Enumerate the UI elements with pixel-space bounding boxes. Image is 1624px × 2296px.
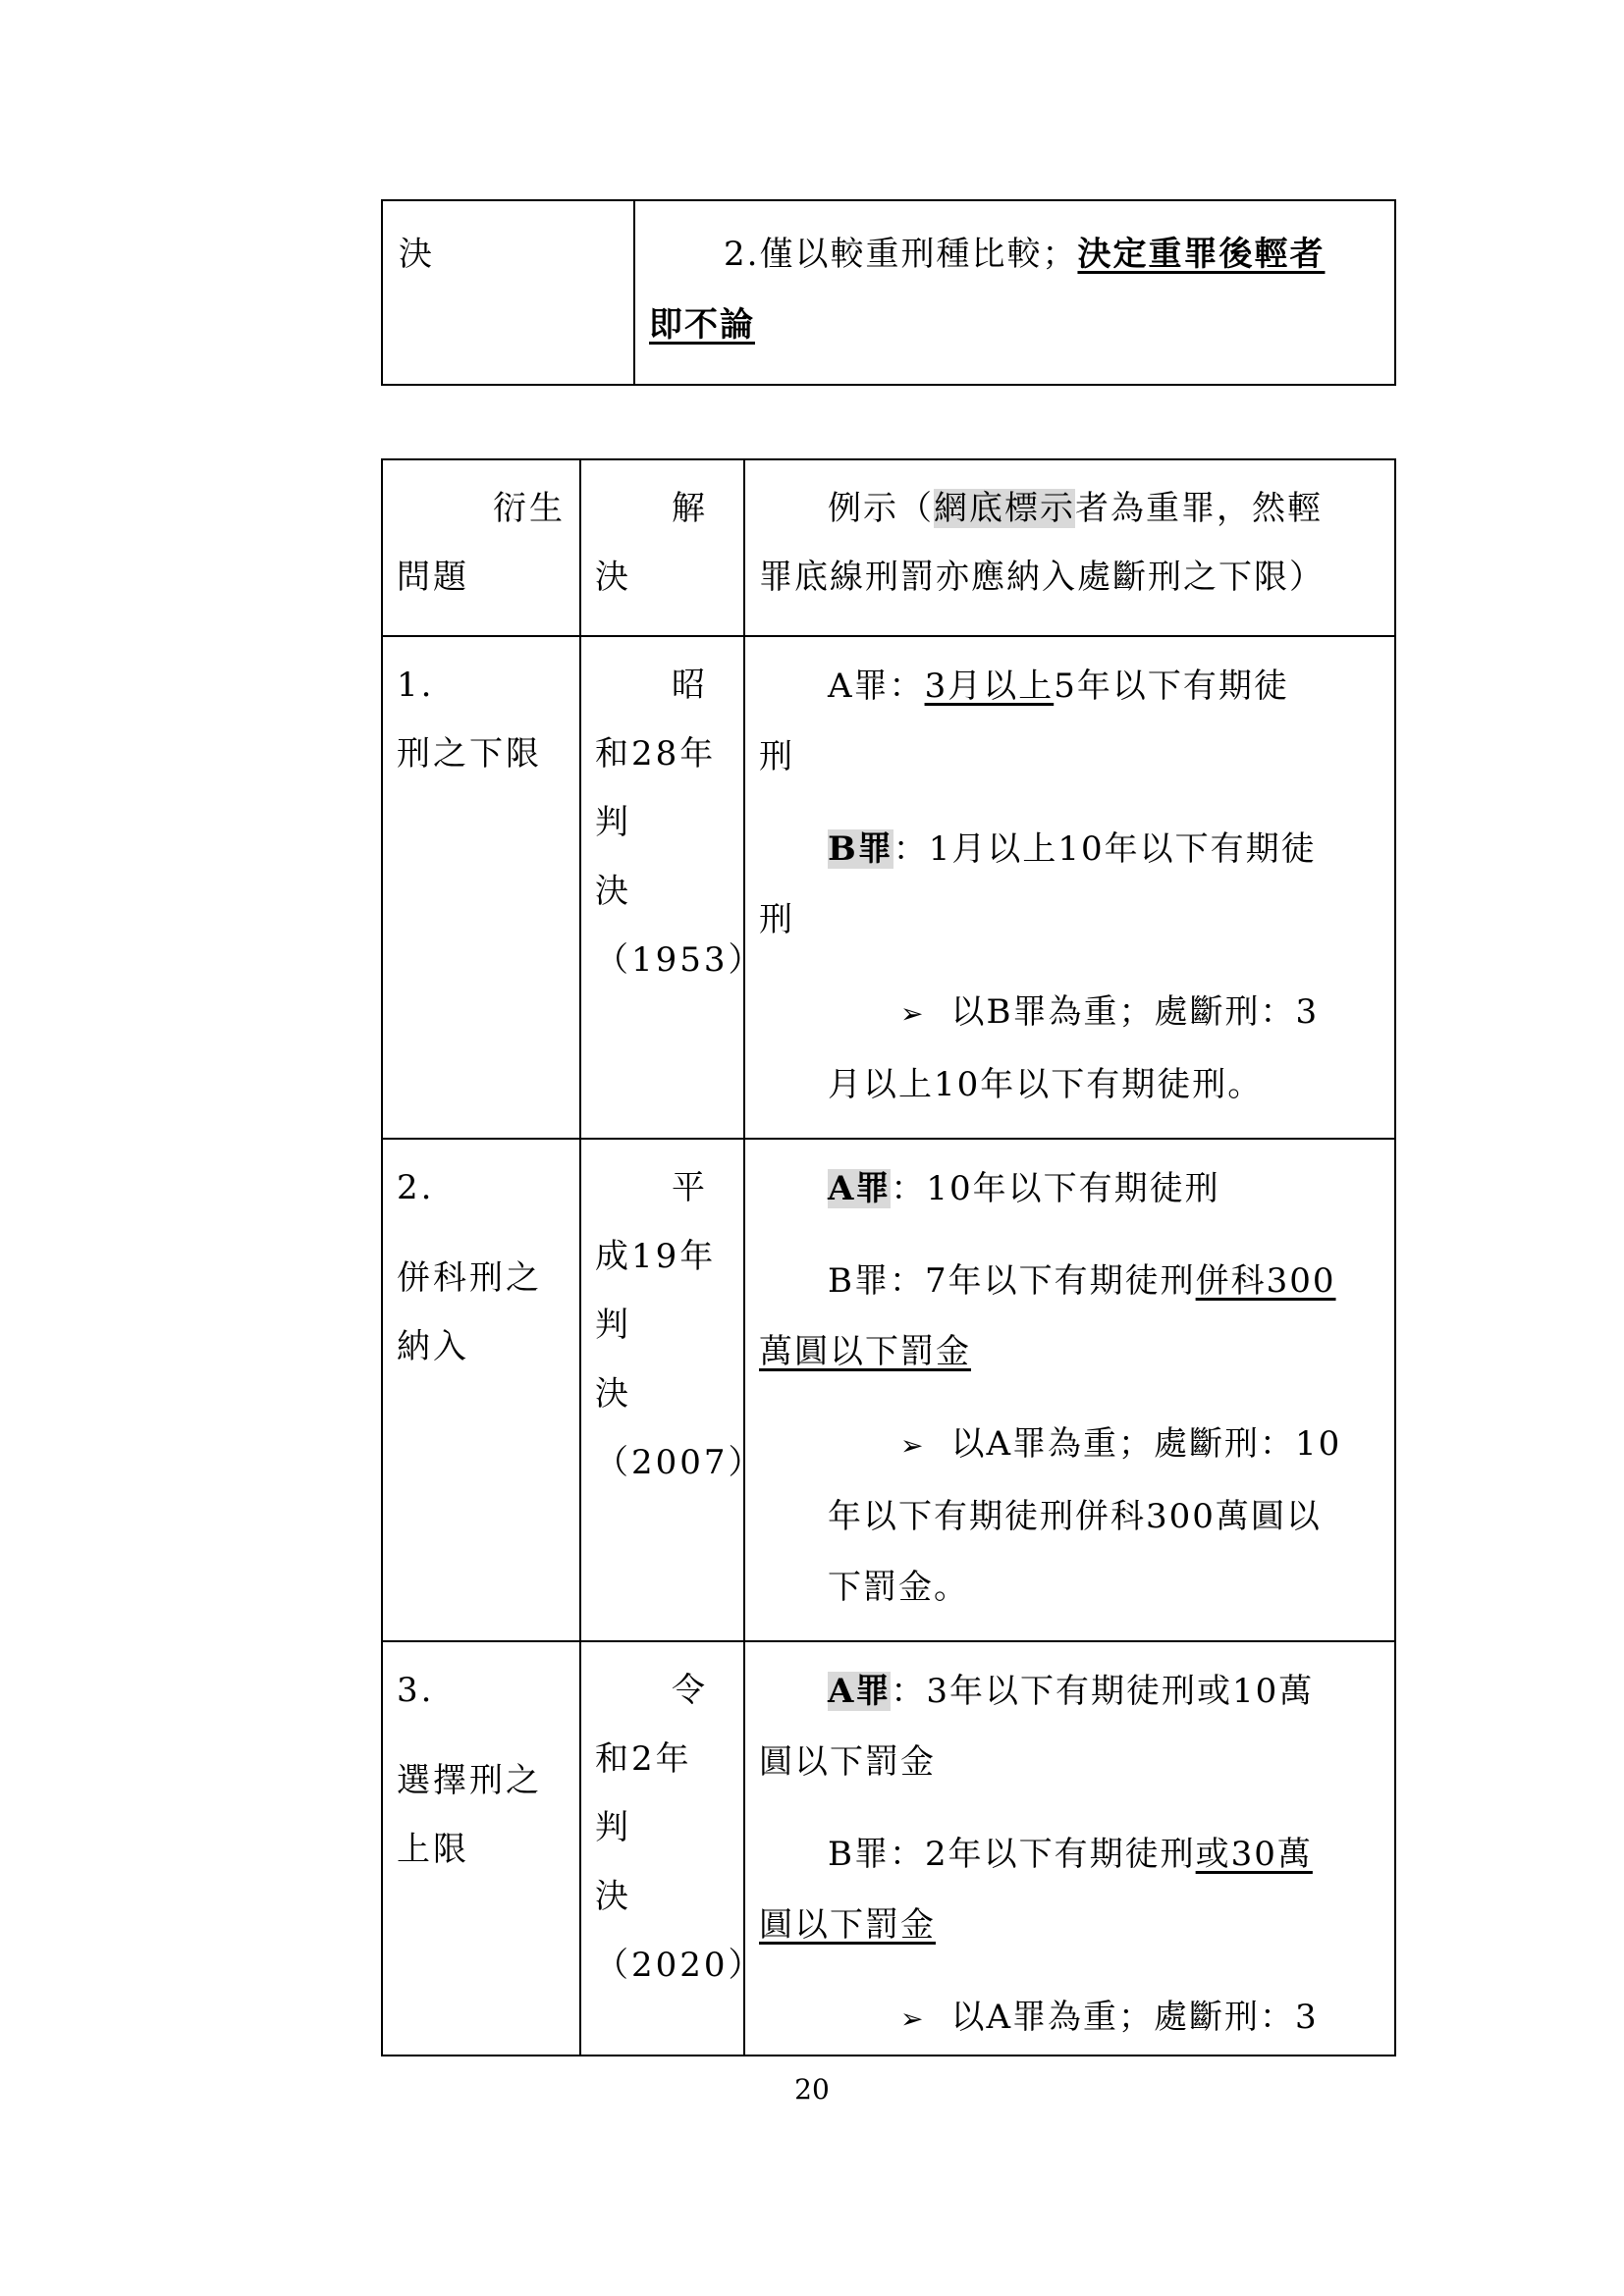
row3-example: A罪：3年以下有期徒刑或10萬 圓以下罰金 B罪：2年以下有期徒刑或30萬 圓以下罰金 ➢ 以A罪為重；處斷刑：3 — [744, 1641, 1395, 2056]
table-row — [382, 1641, 1395, 2056]
arrow-bullet-icon: ➢ — [900, 1429, 926, 1462]
continued-right-line1: 2.僅以較重刑種比較；決定重罪後輕者 — [724, 235, 1326, 274]
row3-ruling: 令 和2年 判決 （2020） — [580, 1641, 744, 2056]
row2-ruling: 平 成19年 判決 （2007） — [580, 1139, 744, 1641]
table-row — [382, 1139, 1395, 1641]
arrow-bullet-icon: ➢ — [900, 2002, 926, 2035]
row1-issue: 1. 刑之下限 — [382, 636, 580, 1139]
row2-example: A罪：10年以下有期徒刑 B罪：7年以下有期徒刑併科300 萬圓以下罰金 ➢ 以A罪為重；處斷刑：10 年以下有期徒刑併科300萬圓以 下罰金。 — [744, 1139, 1395, 1641]
header-example: 例示（網底標示者為重罪，然輕 罪底線刑罰亦應納入處斷刑之下限） — [744, 459, 1395, 636]
table-header-row — [382, 459, 1395, 636]
page-number: 20 — [794, 2073, 830, 2106]
header-derived-issue: 衍生 問題 — [382, 459, 580, 636]
arrow-bullet-icon: ➢ — [900, 997, 926, 1030]
row1-example: A罪：3月以上5年以下有期徒 刑 B罪：1月以上10年以下有期徒 刑 ➢ 以B罪為重；處斷刑：3 月以上10年以下有期徒刑。 — [744, 636, 1395, 1139]
ruling-judgment: 判決 — [595, 1306, 689, 1414]
comparison-table — [381, 458, 1396, 2056]
row3-issue: 3. 選擇刑之 上限 — [382, 1641, 580, 2056]
row1-ruling: 昭 和28年 判決 （1953） — [580, 636, 744, 1139]
continued-table — [381, 199, 1396, 386]
continued-left-text: 決 — [399, 235, 432, 274]
header-resolution: 解 決 — [580, 459, 744, 636]
continued-right-line2: 即不論 — [649, 305, 755, 345]
ruling-judgment: 判決 — [595, 803, 689, 911]
continued-right-cell — [634, 200, 1395, 385]
ruling-judgment: 判決 — [595, 1808, 689, 1916]
table-row — [382, 636, 1395, 1139]
row2-issue: 2. 併科刑之 納入 — [382, 1139, 580, 1641]
continued-left-cell — [382, 200, 634, 385]
